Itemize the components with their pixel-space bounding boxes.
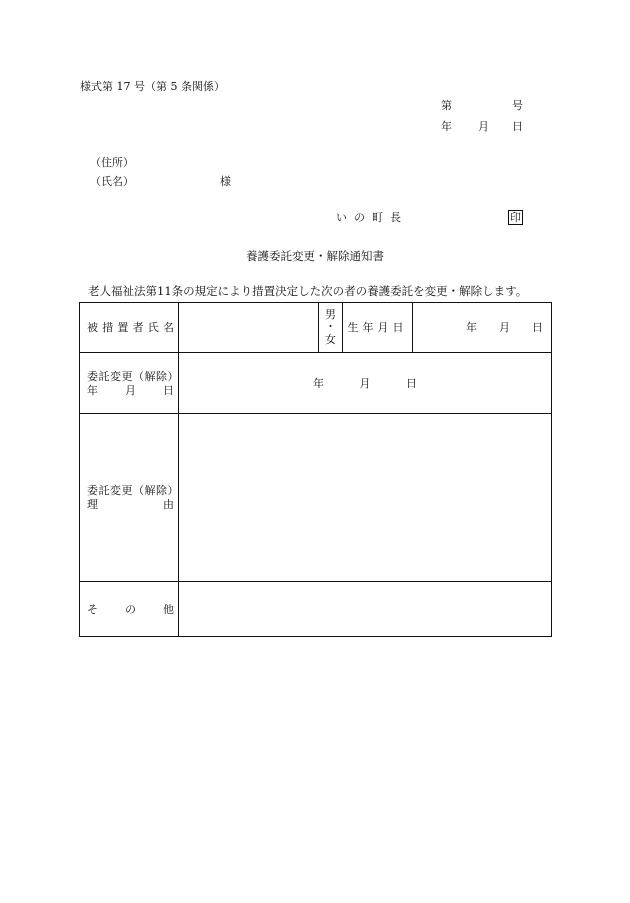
- notice-form-table: [79, 302, 552, 637]
- row-person: [80, 303, 552, 353]
- change-date-year: 年: [313, 376, 324, 390]
- change-date-label-year: 年: [87, 383, 98, 397]
- other-label-b: の: [125, 602, 136, 616]
- change-date-label-line2: [87, 385, 174, 396]
- dob-value-cell: [413, 303, 552, 353]
- other-label-a: そ: [87, 602, 98, 616]
- change-date-label-day: 日: [163, 383, 174, 397]
- change-date-label: [80, 353, 179, 414]
- seal-mark: 印: [510, 211, 521, 224]
- issue-date-year: 年: [441, 120, 452, 133]
- recipient-name-label: （氏名）: [90, 175, 134, 188]
- change-date-label-month: 月: [125, 383, 136, 397]
- change-date-value-cell: [179, 353, 552, 414]
- form-number: 様式第 17 号（第 5 条関係）: [80, 80, 225, 93]
- sex-male: 男: [325, 307, 336, 321]
- change-date-month: 月: [359, 376, 371, 390]
- change-date-label-line1: 委託変更（解除）: [87, 369, 179, 383]
- other-label-cell: [80, 582, 179, 637]
- reason-label-yu: 由: [163, 498, 174, 511]
- other-label-c: 他: [163, 602, 174, 616]
- person-name-value: [179, 303, 319, 353]
- person-name-label-cell: [80, 303, 179, 353]
- reason-label-line2: [87, 499, 174, 510]
- dob-month: 月: [499, 321, 510, 334]
- recipient-honorific: 様: [220, 175, 231, 188]
- dob-year: 年: [466, 321, 477, 334]
- reason-value: [179, 414, 552, 582]
- doc-number-label: 第: [441, 99, 452, 112]
- issue-date-day: 日: [512, 120, 523, 133]
- issue-date-month: 月: [478, 120, 489, 133]
- row-change-date: [80, 353, 552, 414]
- doc-number-suffix: 号: [512, 99, 523, 112]
- dob-value: [413, 322, 551, 333]
- sex-dot: ・: [325, 320, 336, 334]
- change-date-day: 日: [406, 376, 417, 390]
- person-name-label-char: 氏: [147, 321, 159, 334]
- issuer-name: いの町長: [336, 211, 408, 224]
- dob-day: 日: [532, 321, 543, 334]
- document-title: 養護委託変更・解除通知書: [246, 249, 384, 263]
- reason-label-line1: 委託変更（解除）: [87, 484, 179, 497]
- other-value: [179, 582, 552, 637]
- other-label: [87, 604, 174, 615]
- person-name-label-char: 被: [87, 321, 98, 334]
- row-other: [80, 582, 552, 637]
- dob-label: 生年月日: [343, 303, 413, 353]
- sex-female: 女: [325, 332, 336, 346]
- person-name-label-char: 名: [162, 321, 174, 334]
- sex-cell: [319, 303, 343, 353]
- person-name-label: [87, 322, 174, 333]
- change-date-value: [179, 378, 551, 389]
- intro-text: 老人福祉法第11条の規定により措置決定した次の者の養護委託を変更・解除します。: [88, 284, 528, 298]
- person-name-label-char: 措: [102, 321, 114, 334]
- person-name-label-char: 者: [132, 321, 144, 334]
- row-reason: [80, 414, 552, 582]
- recipient-address-label: （住所）: [90, 156, 134, 169]
- reason-label: [80, 414, 179, 582]
- reason-label-ri: 理: [87, 498, 98, 511]
- person-name-label-char: 置: [117, 321, 129, 334]
